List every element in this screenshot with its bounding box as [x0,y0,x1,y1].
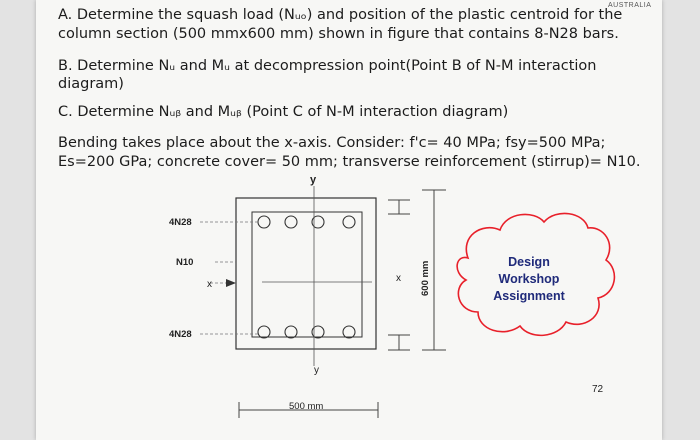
question-a-line-2: column section (500 mmx600 mm) shown in figure that contains 8-N28 bars. [58,26,619,42]
question-c-line: C. Determine Nᵤᵦ and Mᵤᵦ (Point C of N-M interaction diagram) [58,104,509,120]
label-height-600: 600 mm [420,260,431,296]
cloud-line-design: Design [508,255,550,269]
bar [258,326,270,338]
bar [285,216,297,228]
cloud-line-workshop: Workshop [498,272,560,286]
bar [343,326,355,338]
stirrup [252,212,362,337]
label-x-right: x [396,273,401,284]
given-data-line-1: Bending takes place about the x-axis. Consider: f'c= 40 MPa; fsy=500 MPa; [58,135,606,151]
label-y-top: y [310,174,317,186]
page-number: 72 [592,384,604,395]
question-b-line-2: diagram) [58,76,124,92]
height-dimension [388,190,446,350]
label-width-500: 500 mm [289,401,324,412]
label-bottom-bars: 4N28 [169,329,192,340]
label-stirrup: N10 [176,257,194,268]
label-y-bottom: y [314,365,319,376]
question-b-line-1: B. Determine Nᵤ and Mᵤ at decompression point(Point B of N-M interaction [58,58,597,74]
corner-mark: AUSTRALIA [608,2,652,9]
bar [258,216,270,228]
leader-lines [200,222,372,334]
x-axis-arrow [226,279,236,287]
label-x-left: x [207,279,212,290]
question-a-line-1: A. Determine the squash load (Nᵤₒ) and position of the plastic centroid for the [58,7,623,23]
top-bars [258,216,355,228]
cloud-line-assignment: Assignment [493,289,565,303]
bottom-bars [258,326,355,338]
label-top-bars: 4N28 [169,217,192,228]
bar [343,216,355,228]
given-data-line-2: Es=200 GPa; concrete cover= 50 mm; transverse reinforcement (stirrup)= N10. [58,154,641,170]
bar [285,326,297,338]
